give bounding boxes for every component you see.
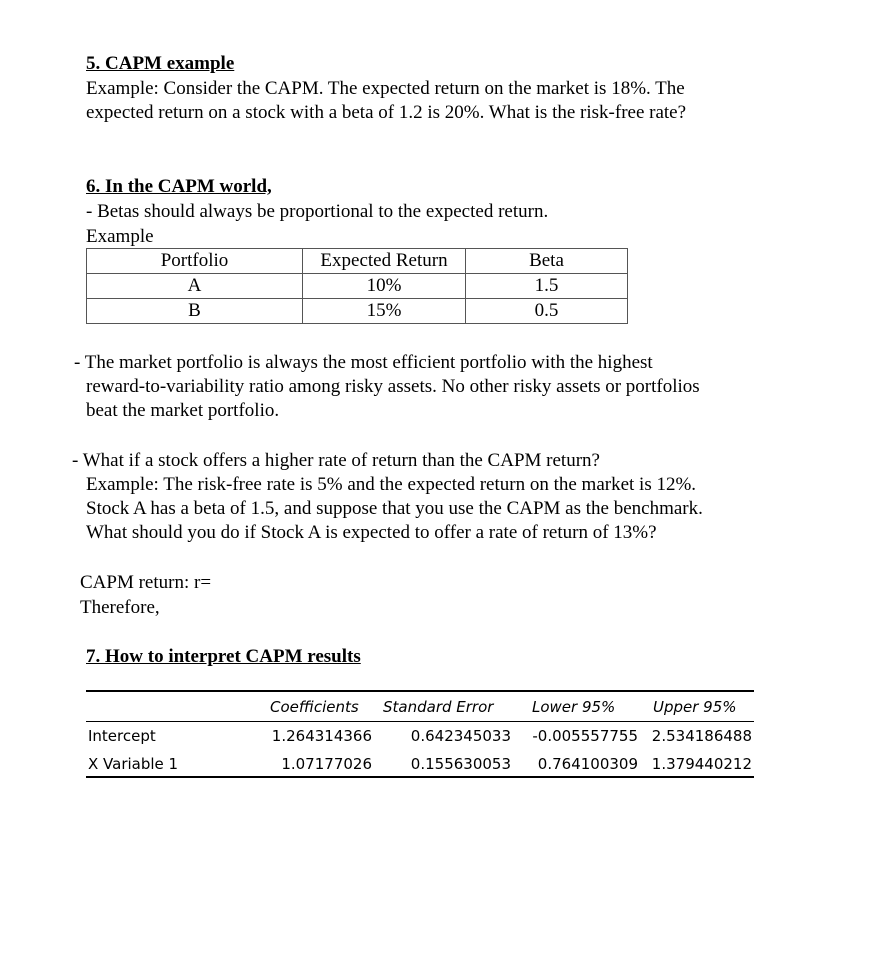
coefficient-value: 1.264314366	[271, 727, 372, 745]
table-top-rule	[86, 690, 754, 692]
beta-cell: 1.5	[466, 274, 628, 299]
lower-95-value: -0.005557755	[532, 727, 638, 745]
header-lower-95: Lower 95%	[532, 698, 616, 716]
expected-return-cell: 15%	[303, 299, 466, 324]
section-6-bullet-2-line-3: beat the market portfolio.	[86, 400, 280, 421]
section-5-text-line-1: Example: Consider the CAPM. The expected return on the market is 18%. The	[86, 78, 685, 99]
header-rule	[86, 721, 754, 722]
section-6-bullet-2-line-1: - The market portfolio is always the most efficient portfolio with the highest	[74, 352, 653, 373]
capm-return-label: CAPM return: r=	[80, 572, 212, 593]
section-5-title: 5. CAPM example	[86, 53, 235, 74]
upper-95-value: 1.379440212	[651, 755, 752, 773]
lower-95-value: 0.764100309	[537, 755, 638, 773]
section-5-text-line-2: expected return on a stock with a beta of 1.2 is 20%. What is the risk-free rate?	[86, 102, 687, 123]
therefore-label: Therefore,	[80, 597, 160, 618]
header-standard-error: Standard Error	[383, 698, 494, 716]
standard-error-value: 0.155630053	[410, 755, 511, 773]
header-cell-expected-return: Expected Return	[303, 249, 466, 274]
section-6-bullet-1: - Betas should always be proportional to the expected return.	[86, 201, 549, 222]
portfolio-cell: A	[87, 274, 303, 299]
section-6-bullet-3-line-4: What should you do if Stock A is expected to offer a rate of return of 13%?	[86, 522, 657, 543]
section-6-bullet-3-line-1: - What if a stock offers a higher rate of return than the CAPM return?	[72, 450, 600, 471]
row-label-intercept: Intercept	[88, 727, 156, 745]
upper-95-value: 2.534186488	[651, 727, 752, 745]
expected-return-cell: 10%	[303, 274, 466, 299]
section-6-title: 6. In the CAPM world,	[86, 176, 272, 197]
header-upper-95: Upper 95%	[653, 698, 737, 716]
coefficient-value: 1.07177026	[281, 755, 372, 773]
row-label-x-variable-1: X Variable 1	[88, 755, 179, 773]
header-cell-beta: Beta	[466, 249, 628, 274]
portfolio-table	[86, 248, 628, 324]
table-row	[87, 299, 628, 324]
section-6-bullet-2-line-2: reward-to-variability ratio among risky assets. No other risky assets or portfolios	[86, 376, 700, 397]
portfolio-cell: B	[87, 299, 303, 324]
portfolio-table-header-row	[87, 249, 628, 274]
table-row	[87, 274, 628, 299]
standard-error-value: 0.642345033	[410, 727, 511, 745]
section-7-title: 7. How to interpret CAPM results	[86, 646, 361, 667]
example-label: Example	[86, 226, 154, 247]
section-6-bullet-3-line-3: Stock A has a beta of 1.5, and suppose that you use the CAPM as the benchmark.	[86, 498, 703, 519]
beta-cell: 0.5	[466, 299, 628, 324]
table-bottom-rule	[86, 776, 754, 778]
section-6-bullet-3-line-2: Example: The risk-free rate is 5% and the expected return on the market is 12%.	[86, 474, 697, 495]
header-coefficients: Coefficients	[270, 698, 359, 716]
header-cell-portfolio: Portfolio	[87, 249, 303, 274]
